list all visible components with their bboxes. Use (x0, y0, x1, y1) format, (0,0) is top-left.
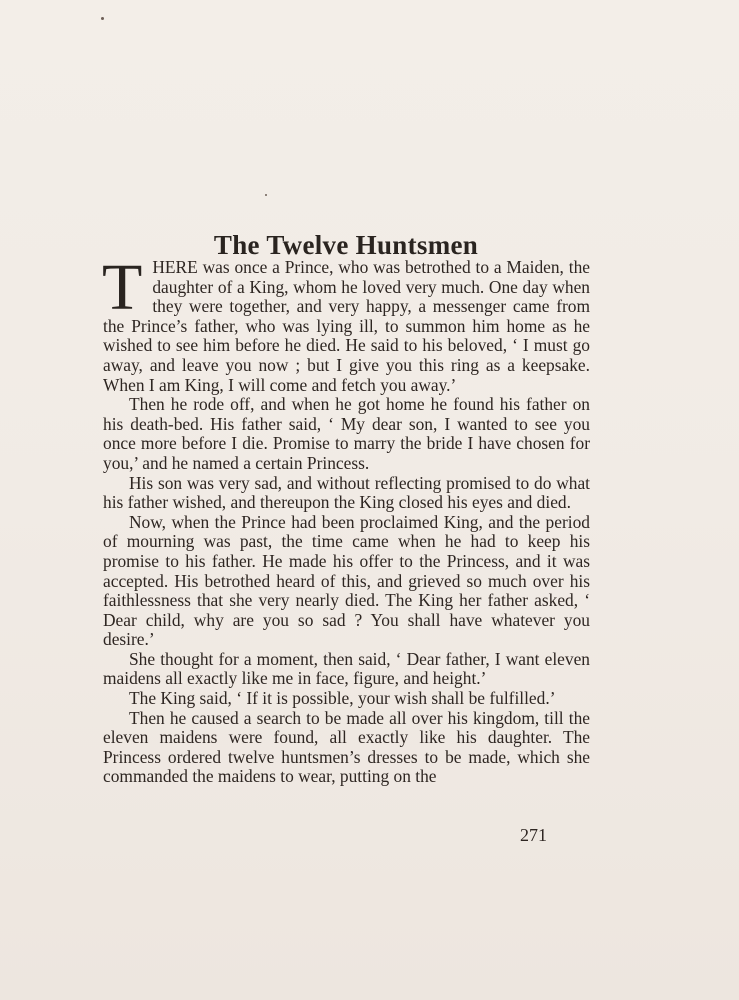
paragraph-6: The King said, ‘ If it is possible, your wish shall be fulfilled.’ (129, 688, 556, 709)
paragraph-3: His son was very sad, and without reflecting promised to do what his father wished, and thereupon the King closed his eyes and died. (103, 472, 590, 513)
paragraph-2: Then he rode off, and when he got home he found his father on his death-bed. His father said, ‘ My dear son, I wanted to see you once more before I die. Promise to marry the bride I have chosen for you,’ and he named a certain Princess. (103, 394, 590, 473)
paragraph-5: She thought for a moment, then said, ‘ Dear father, I want eleven maidens all exactly like me in face, figure, and height.’ (103, 648, 590, 689)
page-number: 271 (520, 825, 547, 845)
paragraph-1-text: was once a Prince, who was betrothed to a Maiden, the daughter of a King, whom he loved very much. One day when they were together, and very happy, a messenger came from the Prince’s father, who was lying ill, to summon him home as he wished to see him before he died. He said to his beloved, ‘ I must go away, and leave you now ; but I give you this ring as a keepsake. When I am King, I will come and fetch you away.’ (103, 257, 590, 395)
paragraph-7: Then he caused a search to be made all over his kingdom, till the eleven maidens were found, all exactly like his daughter. The Princess ordered twelve huntsmen’s dresses to be made, which she commanded the maidens to wear, putting on the (103, 707, 590, 787)
first-word-rest: HERE (152, 257, 198, 277)
paragraph-1 (102, 251, 590, 395)
drop-cap: T (102, 251, 143, 324)
paragraph-4: Now, when the Prince had been proclaimed King, and the period of mourning was past, the time came when he had to keep his promise to his father. He made his offer to the Princess, and it was accepted. His betrothed heard of this, and grieved so much over his faithlessness that she very nearly died. The King her father asked, ‘ Dear child, why are you so sad ? You shall have whatever you desire.’ (103, 511, 590, 650)
story-body (102, 251, 590, 787)
paper-speck (101, 17, 104, 20)
story-title: The Twelve Huntsmen (213, 230, 479, 261)
paper-speck (265, 194, 267, 196)
